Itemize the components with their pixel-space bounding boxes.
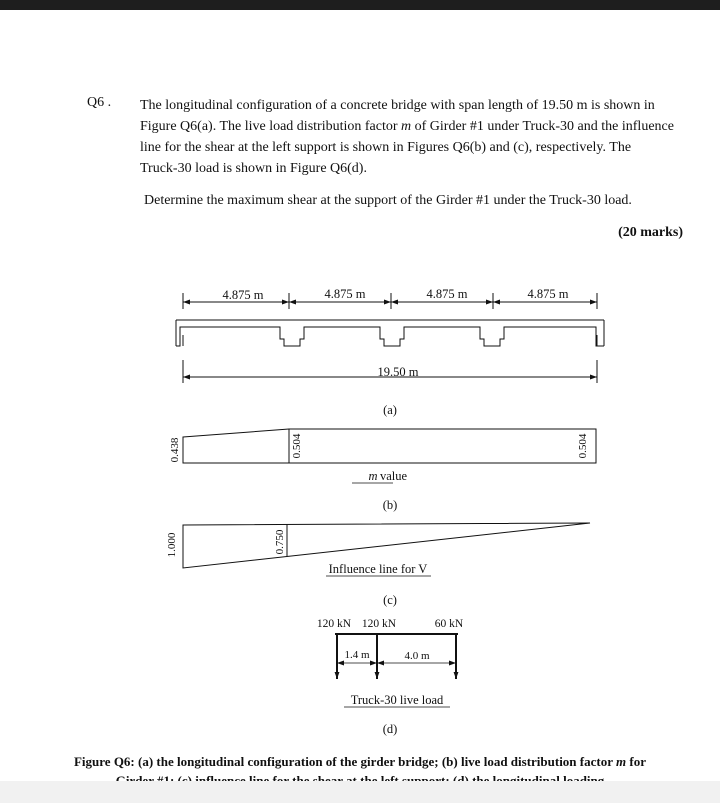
m-title-text: value (380, 469, 408, 483)
m-left-value: 0.438 (169, 437, 181, 463)
paragraph-line: The longitudinal configuration of a concrete bridge with span length of 19.50 m is shown in (140, 98, 655, 113)
girder-bridge-elevation (176, 320, 604, 346)
influence-line-title: Influence line for V (328, 562, 428, 576)
segment-label: 4.875 m (324, 287, 366, 301)
figure-d-sublabel: (d) (382, 722, 398, 736)
figure-a-sublabel: (a) (383, 403, 397, 417)
paragraph-line: Figure Q6(a). The live load distribution factor m of Girder #1 under Truck-30 and the influence (140, 119, 674, 134)
determine-sentence: Determine the maximum shear at the support of the Girder #1 under the Truck-30 load. (144, 193, 632, 208)
m-mid-value: 0.504 (291, 433, 303, 459)
truck-title: Truck-30 live load (350, 693, 444, 707)
total-span-label: 19.50 m (377, 365, 419, 379)
spacing-label: 4.0 m (404, 650, 430, 662)
segment-label: 4.875 m (222, 288, 264, 302)
italic-m: m (616, 754, 627, 769)
segment-label: 4.875 m (426, 287, 468, 301)
load-label: 120 kN (361, 618, 397, 630)
paragraph-line: line for the shear at the left support is shown in Figures Q6(b) and (c), respectively. The (140, 140, 632, 155)
italic-m: m (401, 119, 412, 134)
figure-c-sublabel: (c) (383, 593, 397, 607)
m-right-value: 0.504 (577, 433, 589, 459)
question-number: Q6 . (87, 95, 112, 110)
figure-b-sublabel: (b) (382, 498, 398, 512)
load-label: 60 kN (434, 618, 464, 630)
m-title (368, 469, 407, 483)
load-label: 120 kN (316, 618, 352, 630)
il-left-value: 1.000 (166, 532, 178, 558)
il-mid-value: 0.750 (274, 529, 286, 555)
caption-line: Figure Q6: (a) the longitudinal configuration of the girder bridge; (b) live load distribution factor m for (73, 754, 646, 769)
m-title-symbol: m (368, 469, 378, 483)
paragraph-line: Truck-30 load is shown in Figure Q6(d). (140, 161, 367, 176)
bottom-bar (0, 781, 720, 803)
spacing-label: 1.4 m (344, 649, 370, 661)
m-value-diagram (183, 429, 596, 463)
segment-label: 4.875 m (527, 287, 569, 301)
marks: (20 marks) (618, 225, 683, 240)
